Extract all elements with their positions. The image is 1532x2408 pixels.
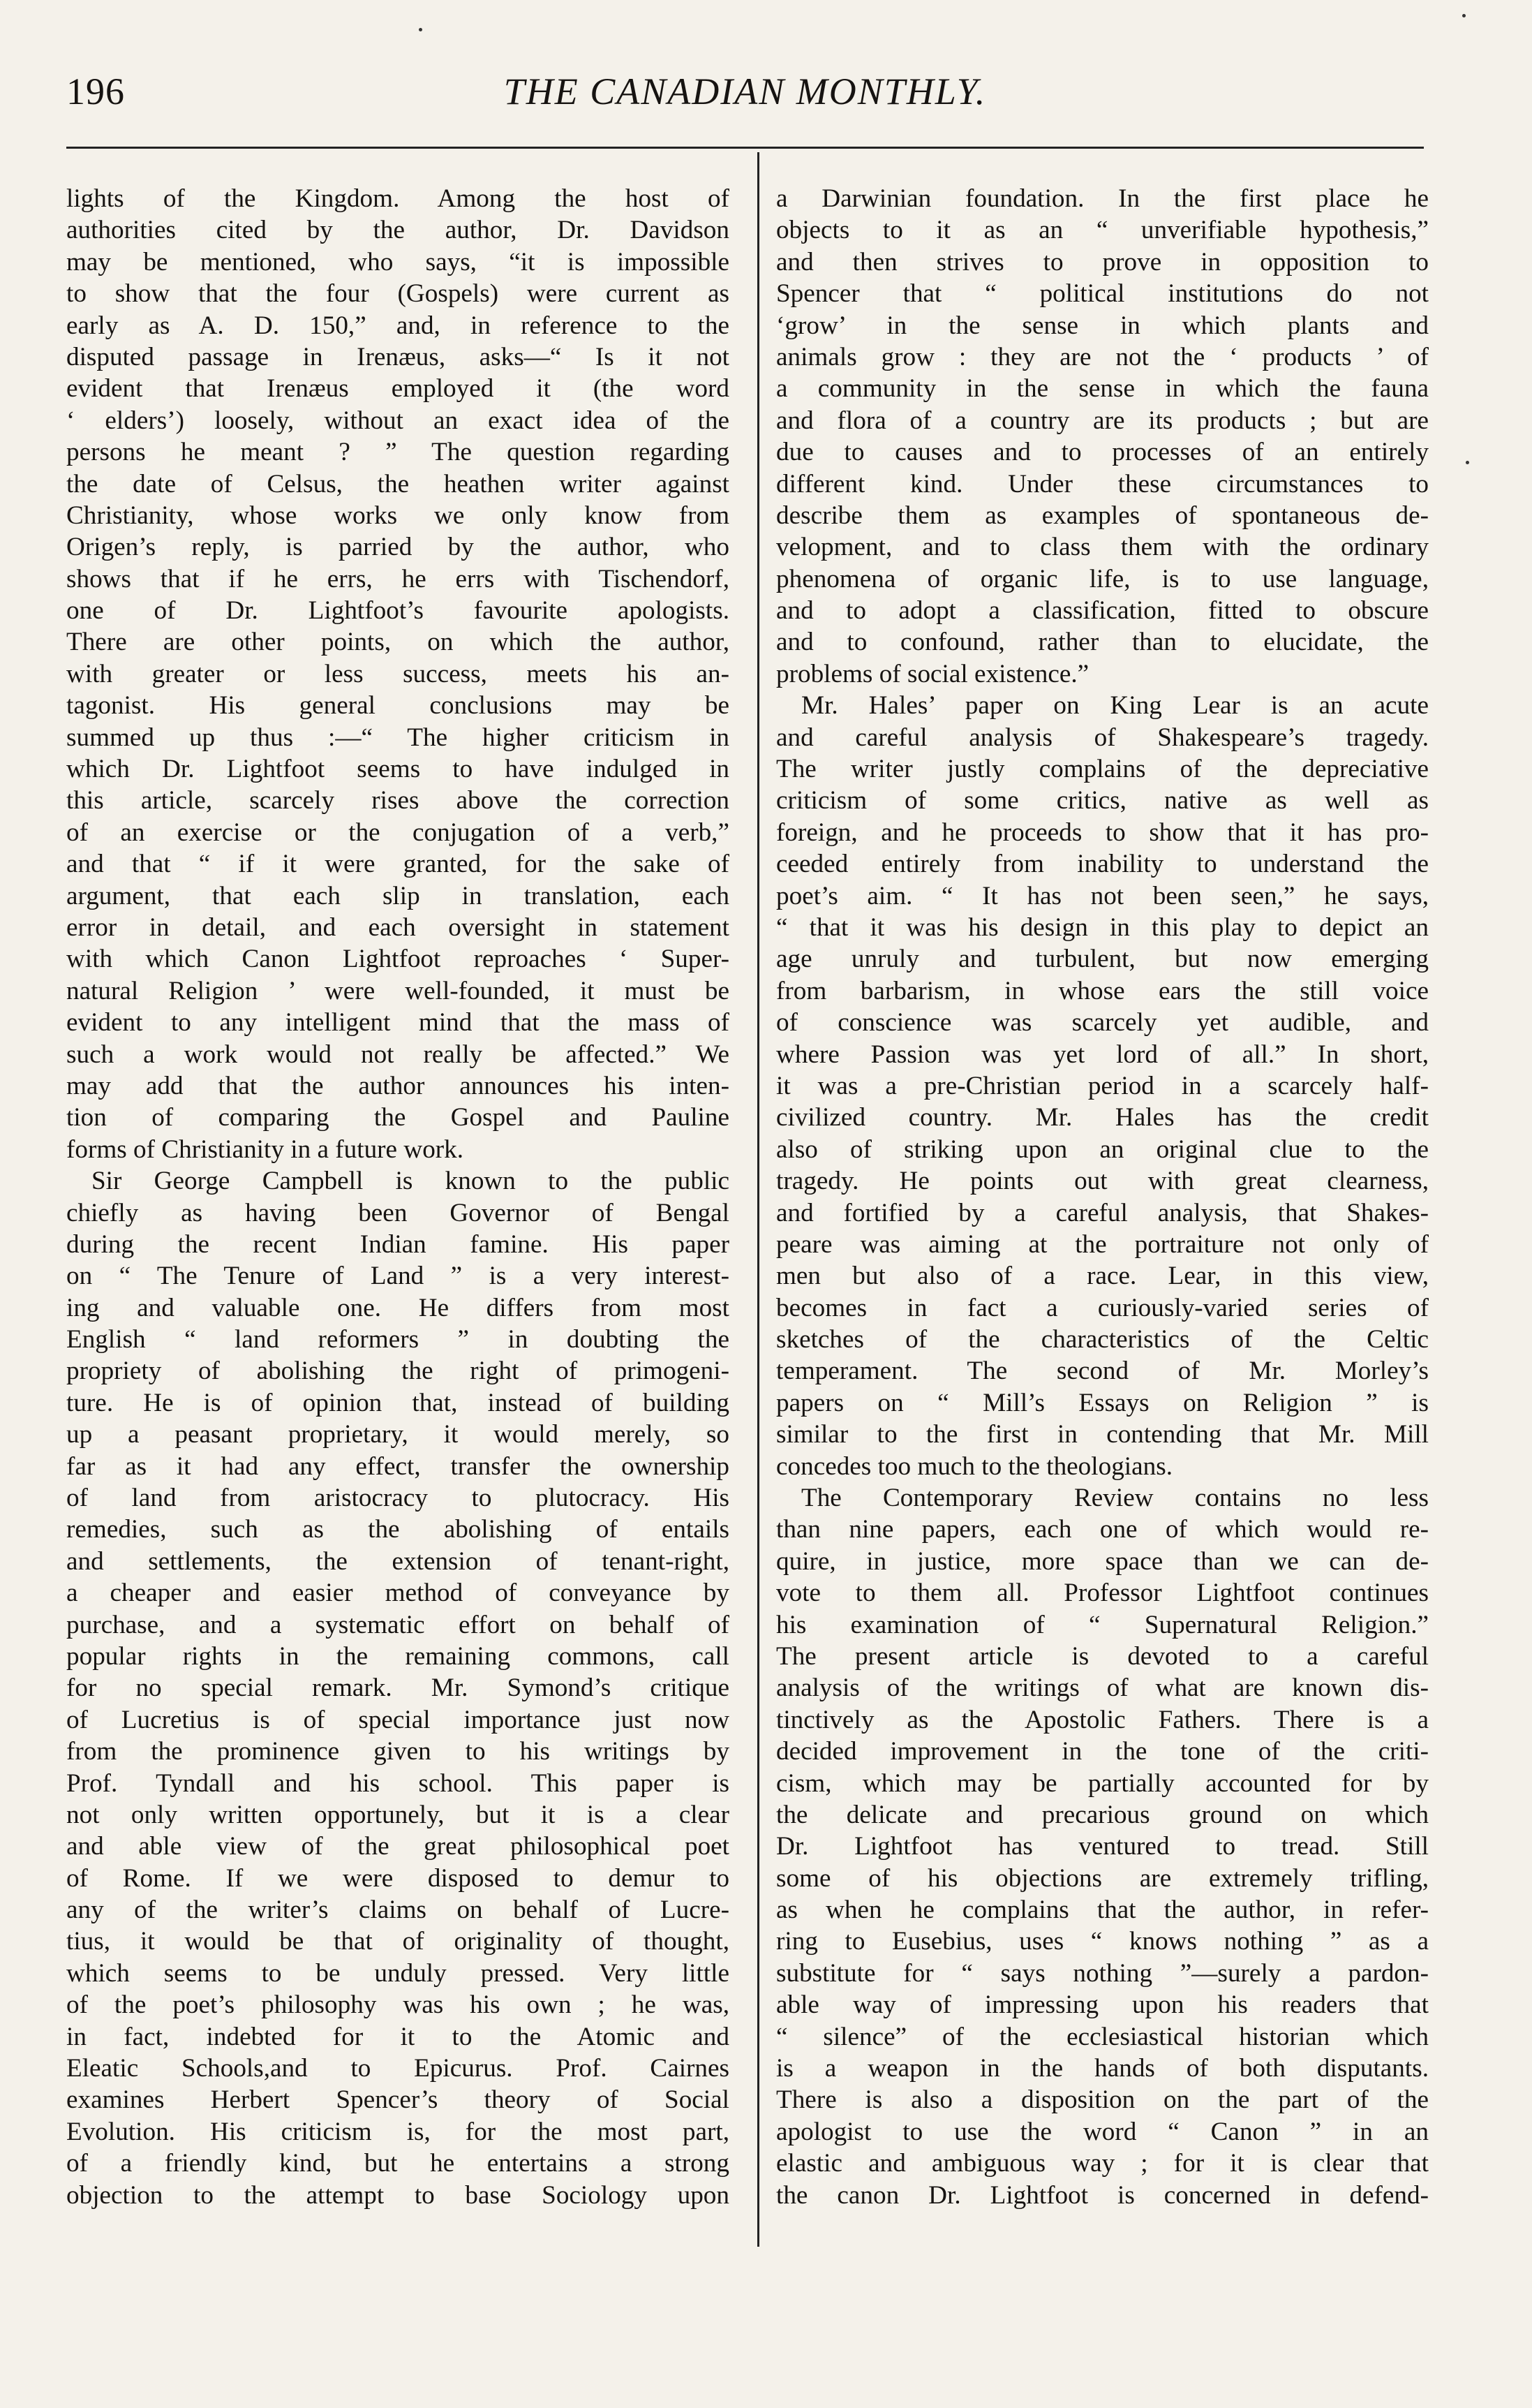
- text-line: foreign, and he proceeds to show that it has pro-: [776, 818, 1429, 847]
- text-line: papers on “ Mill’s Essays on Religion ” is: [776, 1388, 1429, 1417]
- text-line: argument, that each slip in translation, each: [66, 881, 729, 910]
- text-line: describe them as examples of spontaneous de-: [776, 501, 1429, 530]
- text-line: There is also a disposition on the part of the: [776, 2085, 1429, 2115]
- text-line: analysis of the writings of what are known dis-: [776, 1674, 1429, 1703]
- text-line: ‘ elders’) loosely, without an exact idea of the: [66, 406, 729, 435]
- text-line: his examination of “ Supernatural Religion.”: [776, 1610, 1429, 1639]
- header-rule: [66, 147, 1424, 149]
- text-line: the delicate and precarious ground on which: [776, 1800, 1429, 1829]
- text-line: age unruly and turbulent, but now emerging: [776, 945, 1429, 974]
- text-line: different kind. Under these circumstances to: [776, 469, 1429, 498]
- text-line: from the prominence given to his writings by: [66, 1737, 729, 1766]
- text-line: and able view of the great philosophical poet: [66, 1832, 729, 1861]
- text-line: animals grow : they are not the ‘ products ’ of: [776, 342, 1429, 371]
- text-line: some of his objections are extremely trifling,: [776, 1863, 1429, 1893]
- text-line: shows that if he errs, he errs with Tischendorf,: [66, 564, 729, 593]
- text-line: remedies, such as the abolishing of entails: [66, 1515, 729, 1544]
- text-line: The present article is devoted to a careful: [776, 1641, 1429, 1671]
- text-line: ing and valuable one. He differs from most: [66, 1293, 729, 1322]
- text-line: and careful analysis of Shakespeare’s tragedy.: [776, 723, 1429, 752]
- text-line: early as A. D. 150,” and, in reference to the: [66, 311, 729, 340]
- text-line: up a peasant proprietary, it would merely, so: [66, 1420, 729, 1449]
- text-line: of the poet’s philosophy was his own ; he was,: [66, 1990, 729, 2020]
- text-line: decided improvement in the tone of the criti-: [776, 1737, 1429, 1766]
- text-line: velopment, and to class them with the ordinary: [776, 533, 1429, 562]
- text-line: due to causes and to processes of an entirely: [776, 438, 1429, 467]
- text-line: and settlements, the extension of tenant-right,: [66, 1546, 729, 1576]
- text-line: propriety of abolishing the right of primogeni-: [66, 1357, 729, 1386]
- running-title: THE CANADIAN MONTHLY.: [503, 71, 987, 112]
- text-line: objection to the attempt to base Sociology upon: [66, 2180, 729, 2210]
- text-line: on “ The Tenure of Land ” is a very interest-: [66, 1262, 729, 1291]
- scan-speck: [1466, 461, 1469, 464]
- text-line: than nine papers, each one of which would re-: [776, 1515, 1429, 1544]
- text-line: Prof. Tyndall and his school. This paper is: [66, 1768, 729, 1798]
- text-line: where Passion was yet lord of all.” In short,: [776, 1040, 1429, 1069]
- text-line: natural Religion ’ were well-founded, it must be: [66, 976, 729, 1005]
- text-line: becomes in fact a curiously-varied series of: [776, 1293, 1429, 1322]
- text-line: disputed passage in Irenæus, asks—“ Is it not: [66, 342, 729, 371]
- text-line: from barbarism, in whose ears the still voice: [776, 976, 1429, 1005]
- text-line: persons he meant ? ” The question regarding: [66, 438, 729, 467]
- text-line: phenomena of organic life, is to use language,: [776, 564, 1429, 593]
- text-line: evident to any intelligent mind that the mass of: [66, 1008, 729, 1037]
- text-line: ture. He is of opinion that, instead of building: [66, 1388, 729, 1417]
- text-line: which Dr. Lightfoot seems to have indulged in: [66, 755, 729, 784]
- right-column: [776, 183, 1429, 2211]
- text-line: There are other points, on which the author,: [66, 628, 729, 657]
- text-line: Eleatic Schools,and to Epicurus. Prof. Cairnes: [66, 2054, 729, 2083]
- text-line: and fortified by a careful analysis, that Shakes-: [776, 1198, 1429, 1227]
- text-line: The Contemporary Review contains no less: [801, 1484, 1429, 1513]
- text-line: problems of social existence.”: [776, 659, 1089, 688]
- text-line: similar to the first in contending that Mr. Mill: [776, 1420, 1429, 1449]
- text-line: apologist to use the word “ Canon ” in an: [776, 2117, 1429, 2146]
- text-line: ceeded entirely from inability to understand the: [776, 850, 1429, 879]
- text-line: of an exercise or the conjugation of a verb,”: [66, 818, 729, 847]
- text-line: peare was aiming at the portraiture not only of: [776, 1229, 1429, 1259]
- text-line: lights of the Kingdom. Among the host of: [66, 184, 729, 213]
- text-line: one of Dr. Lightfoot’s favourite apologists.: [66, 596, 729, 626]
- text-line: Dr. Lightfoot has ventured to tread. Still: [776, 1832, 1429, 1861]
- text-line: Mr. Hales’ paper on King Lear is an acute: [801, 691, 1429, 721]
- scan-speck: [1462, 14, 1466, 17]
- text-line: forms of Christianity in a future work.: [66, 1135, 464, 1164]
- text-line: as when he complains that the author, in refer-: [776, 1896, 1429, 1925]
- text-line: also of striking upon an original clue to the: [776, 1135, 1429, 1164]
- text-line: of land from aristocracy to plutocracy. His: [66, 1484, 729, 1513]
- text-line: such a work would not really be affected.” We: [66, 1040, 729, 1069]
- text-line: purchase, and a systematic effort on behalf of: [66, 1610, 729, 1639]
- text-line: for no special remark. Mr. Symond’s critique: [66, 1674, 729, 1703]
- text-line: any of the writer’s claims on behalf of Lucre-: [66, 1896, 729, 1925]
- text-line: with which Canon Lightfoot reproaches ‘ Super-: [66, 945, 729, 974]
- text-line: which seems to be unduly pressed. Very little: [66, 1958, 729, 1988]
- page-number: 196: [66, 71, 125, 112]
- scan-speck: [419, 28, 422, 31]
- left-column: [66, 183, 729, 2211]
- text-line: civilized country. Mr. Hales has the credit: [776, 1103, 1429, 1132]
- text-line: The writer justly complains of the depreciative: [776, 755, 1429, 784]
- text-line: a community in the sense in which the fauna: [776, 374, 1429, 404]
- text-line: tinctively as the Apostolic Fathers. There is a: [776, 1705, 1429, 1734]
- text-line: elastic and ambiguous way ; for it is clear that: [776, 2149, 1429, 2178]
- text-line: with greater or less success, meets his an-: [66, 659, 729, 688]
- text-line: chiefly as having been Governor of Bengal: [66, 1198, 729, 1227]
- text-line: examines Herbert Spencer’s theory of Social: [66, 2085, 729, 2115]
- text-line: tion of comparing the Gospel and Pauline: [66, 1103, 729, 1132]
- text-line: and then strives to prove in opposition to: [776, 247, 1429, 276]
- text-line: in fact, indebted for it to the Atomic and: [66, 2022, 729, 2051]
- text-line: and to adopt a classification, fitted to obscure: [776, 596, 1429, 626]
- text-line: far as it had any effect, transfer the ownership: [66, 1452, 729, 1481]
- text-line: and that “ if it were granted, for the sake of: [66, 850, 729, 879]
- text-line: during the recent Indian famine. His paper: [66, 1229, 729, 1259]
- text-line: “ that it was his design in this play to depict an: [776, 913, 1429, 942]
- text-line: Origen’s reply, is parried by the author, who: [66, 533, 729, 562]
- text-line: and flora of a country are its products ; but are: [776, 406, 1429, 435]
- text-line: of a friendly kind, but he entertains a strong: [66, 2149, 729, 2178]
- text-line: vote to them all. Professor Lightfoot continues: [776, 1579, 1429, 1608]
- text-line: temperament. The second of Mr. Morley’s: [776, 1357, 1429, 1386]
- text-line: tius, it would be that of originality of thought,: [66, 1927, 729, 1956]
- text-line: objects to it as an “ unverifiable hypothesis,”: [776, 216, 1429, 245]
- column-divider: [757, 152, 759, 2247]
- text-line: is a weapon in the hands of both disputants.: [776, 2054, 1429, 2083]
- text-line: criticism of some critics, native as well as: [776, 786, 1429, 815]
- text-line: this article, scarcely rises above the correction: [66, 786, 729, 815]
- text-line: English “ land reformers ” in doubting the: [66, 1325, 729, 1354]
- text-line: substitute for “ says nothing ”—surely a pardon-: [776, 1958, 1429, 1988]
- text-line: evident that Irenæus employed it (the word: [66, 374, 729, 404]
- text-line: popular rights in the remaining commons, call: [66, 1641, 729, 1671]
- text-line: of Rome. If we were disposed to demur to: [66, 1863, 729, 1893]
- text-line: a cheaper and easier method of conveyance by: [66, 1579, 729, 1608]
- text-line: concedes too much to the theologians.: [776, 1452, 1173, 1481]
- text-line: may add that the author announces his inten-: [66, 1071, 729, 1100]
- text-line: it was a pre-Christian period in a scarcely half-: [776, 1071, 1429, 1100]
- text-line: Sir George Campbell is known to the public: [91, 1167, 729, 1196]
- text-line: error in detail, and each oversight in statement: [66, 913, 729, 942]
- text-line: to show that the four (Gospels) were current as: [66, 279, 729, 309]
- text-line: ring to Eusebius, uses “ knows nothing ” as a: [776, 1927, 1429, 1956]
- text-line: Spencer that “ political institutions do not: [776, 279, 1429, 309]
- text-line: ‘grow’ in the sense in which plants and: [776, 311, 1429, 340]
- text-line: the canon Dr. Lightfoot is concerned in defend-: [776, 2180, 1429, 2210]
- text-line: cism, which may be partially accounted for by: [776, 1768, 1429, 1798]
- text-line: sketches of the characteristics of the Celtic: [776, 1325, 1429, 1354]
- text-line: able way of impressing upon his readers that: [776, 1990, 1429, 2020]
- text-line: men but also of a race. Lear, in this view,: [776, 1262, 1429, 1291]
- text-line: poet’s aim. “ It has not been seen,” he says,: [776, 881, 1429, 910]
- text-line: Evolution. His criticism is, for the most part,: [66, 2117, 729, 2146]
- text-line: “ silence” of the ecclesiastical historian which: [776, 2022, 1429, 2051]
- text-line: authorities cited by the author, Dr. Davidson: [66, 216, 729, 245]
- text-line: may be mentioned, who says, “it is impossible: [66, 247, 729, 276]
- text-line: of conscience was scarcely yet audible, and: [776, 1008, 1429, 1037]
- text-line: the date of Celsus, the heathen writer against: [66, 469, 729, 498]
- text-line: of Lucretius is of special importance just now: [66, 1705, 729, 1734]
- text-line: not only written opportunely, but it is a clear: [66, 1800, 729, 1829]
- text-line: summed up thus :—“ The higher criticism in: [66, 723, 729, 752]
- text-line: quire, in justice, more space than we can de-: [776, 1546, 1429, 1576]
- text-line: a Darwinian foundation. In the first place he: [776, 184, 1429, 213]
- text-line: tagonist. His general conclusions may be: [66, 691, 729, 721]
- text-line: Christianity, whose works we only know from: [66, 501, 729, 530]
- text-line: tragedy. He points out with great clearness,: [776, 1167, 1429, 1196]
- text-line: and to confound, rather than to elucidate, the: [776, 628, 1429, 657]
- running-header: [66, 70, 1424, 126]
